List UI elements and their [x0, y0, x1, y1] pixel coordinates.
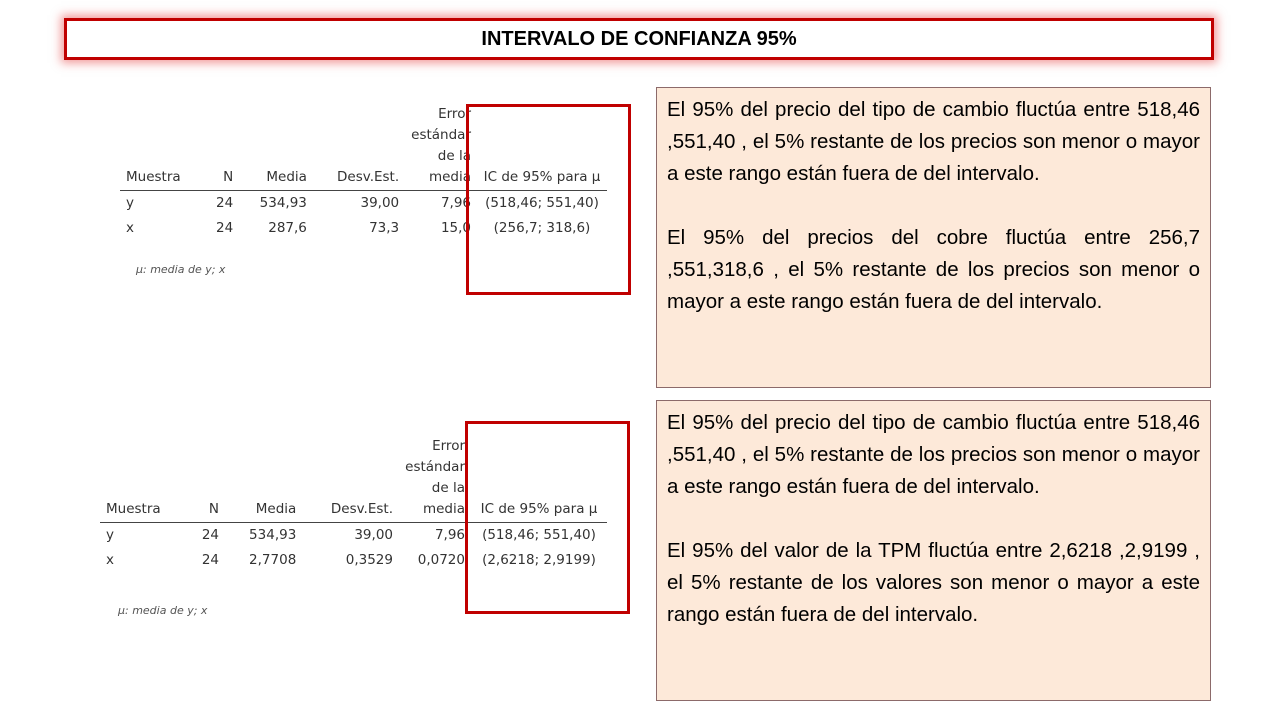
col-header-n: N [208, 501, 220, 517]
slide-title: INTERVALO DE CONFIANZA 95% [64, 18, 1214, 60]
cell-n: 24 [216, 195, 234, 211]
cell-ic-95: (2,6218; 2,9199) [482, 552, 596, 568]
cell-muestra: y [106, 527, 114, 543]
cell-muestra: x [106, 552, 114, 568]
cell-media: 287,6 [268, 220, 307, 236]
cell-media: 534,93 [249, 527, 297, 543]
cell-desv-est: 39,00 [360, 195, 400, 211]
cell-desv-est: 39,00 [354, 527, 393, 543]
cell-desv-est: 0,3529 [345, 552, 393, 568]
cell-ic-95: (256,7; 318,6) [493, 220, 591, 236]
interpretation-paragraph-copper: El 95% del precios del cobre fluctúa entre 256,7 ,551,318,6 , el 5% restante de los precios son menor o mayor a este rango están fuera de del intervalo. [667, 226, 1200, 313]
cell-n: 24 [201, 527, 220, 543]
interpretation-box-1 [656, 87, 1211, 388]
col-header-n: N [223, 169, 234, 185]
col-header-media: Media [255, 501, 297, 517]
col-header-error-estandar: Error estándar de la media [411, 106, 471, 185]
cell-ic-95: (518,46; 551,40) [482, 527, 596, 543]
cell-error-estandar: 0,0720 [417, 552, 465, 568]
interpretation-box-2 [656, 400, 1211, 701]
cell-muestra: y [126, 195, 134, 211]
cell-n: 24 [201, 552, 220, 568]
col-header-ic-95: IC de 95% para μ [483, 169, 601, 185]
cell-error-estandar: 7,96 [434, 527, 465, 543]
cell-media: 2,7708 [249, 552, 297, 568]
interpretation-paragraph-exchange-rate: El 95% del precio del tipo de cambio fluctúa entre 518,46 ,551,40 , el 5% restante de los precios son menor o mayor a este rango están fuera de del intervalo. [667, 98, 1200, 185]
cell-error-estandar: 15,0 [440, 220, 471, 236]
table-footnote-1: μ: media de y; x [136, 263, 226, 276]
cell-ic-95: (518,46; 551,40) [485, 195, 599, 211]
cell-desv-est: 73,3 [369, 220, 400, 236]
interpretation-paragraph-exchange-rate: El 95% del precio del tipo de cambio fluctúa entre 518,46 ,551,40 , el 5% restante de los precios son menor o mayor a este rango están fuera de del intervalo. [667, 411, 1200, 498]
ci-highlight-box-2 [465, 421, 630, 614]
col-header-desv-est: Desv.Est. [330, 501, 393, 517]
ci-highlight-box-1 [466, 104, 631, 295]
col-header-muestra: Muestra [106, 501, 161, 517]
table-footnote-2: μ: media de y; x [118, 604, 208, 617]
col-header-muestra: Muestra [126, 169, 181, 185]
interpretation-paragraph-tpm: El 95% del valor de la TPM fluctúa entre 2,6218 ,2,9199 , el 5% restante de los valores son menor o mayor a este rango están fuera de del intervalo. [667, 539, 1200, 626]
col-header-media: Media [266, 169, 307, 185]
col-header-error-estandar: Error estándar de la media [405, 438, 465, 517]
cell-muestra: x [126, 220, 134, 236]
cell-media: 534,93 [259, 195, 307, 211]
cell-n: 24 [216, 220, 234, 236]
col-header-desv-est: Desv.Est. [337, 169, 400, 185]
cell-error-estandar: 7,96 [440, 195, 471, 211]
col-header-ic-95: IC de 95% para μ [480, 501, 598, 517]
